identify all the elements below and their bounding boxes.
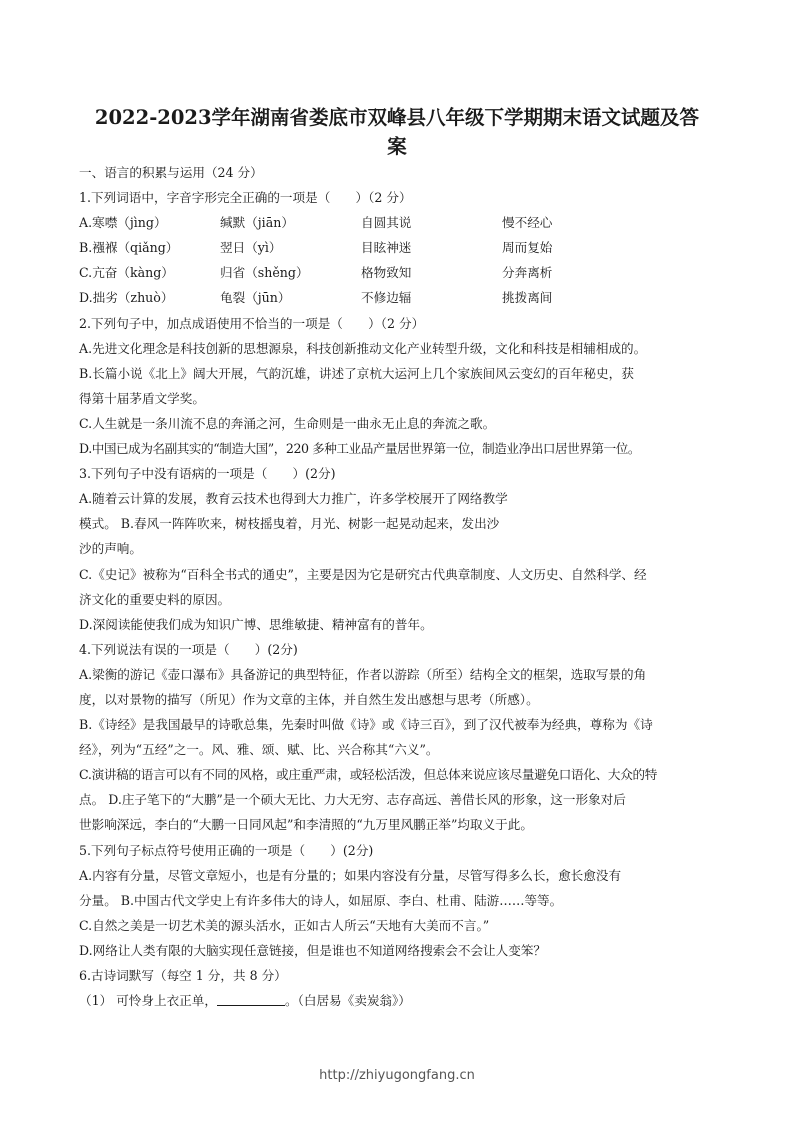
question-3-option-c-cont: 济文化的重要史料的原因。 xyxy=(79,591,231,607)
option-term: 挑拨离间 xyxy=(502,290,553,306)
question-5-option-a-cont: 分量。 B.中国古代文学史上有许多伟大的诗人，如屈原、李白、杜甫、陆游……等等。 xyxy=(79,892,563,908)
option-term: 慢不经心 xyxy=(502,215,553,231)
question-2-option-b: B.长篇小说《北上》阔大开展，气韵沉雄，讲述了京杭大运河上几个家族间风云变幻的百年秘史，获 xyxy=(79,365,634,381)
option-term: C.亢奋（kàng） xyxy=(79,265,174,281)
question-3-option-c: C.《史记》被称为“百科全书式的通史”，主要是因为它是研究古代典章制度、人文历史、自然科学、经 xyxy=(79,566,647,582)
question-4-stem: 4.下列说法有误的一项是（ ）(2分) xyxy=(79,641,298,657)
question-2-stem: 2.下列句子中，加点成语使用不恰当的一项是（ ）（2 分） xyxy=(79,315,425,331)
option-term: 自圆其说 xyxy=(361,215,412,231)
title-line-2: 案 xyxy=(387,135,407,158)
question-4-option-d: 点。 D.庄子笔下的“大鹏”是一个硕大无比、力大无穷、志存高远、善借长风的形象，这一形象对后 xyxy=(79,792,626,808)
option-term: 归省（shěng） xyxy=(220,265,309,281)
option-term: 分奔离析 xyxy=(502,265,553,281)
question-2-option-d: D.中国已成为名副其实的“制造大国”，220 多种工业品产量居世界第一位，制造业净出口居世界第一位。 xyxy=(79,441,641,457)
question-5-option-a: A.内容有分量，尽管文章短小，也是有分量的；如果内容没有分量，尽管写得多么长，愈长愈没有 xyxy=(79,867,622,883)
question-1-option-d xyxy=(79,285,719,310)
question-1-option-a xyxy=(79,210,719,235)
question-6-stem: 6.古诗词默写（每空 1 分，共 8 分） xyxy=(79,968,287,983)
question-4-option-b: B.《诗经》是我国最早的诗歌总集，先秦时叫做《诗》或《诗三百》，到了汉代被奉为经典，尊称为《诗 xyxy=(79,717,653,733)
option-term: 格物致知 xyxy=(361,265,412,281)
option-term: 不修边辐 xyxy=(361,290,412,306)
option-term: 龟裂（jūn） xyxy=(220,290,291,306)
question-3-stem: 3.下列句子中没有语病的一项是（ ）(2分) xyxy=(79,466,336,482)
option-term: D.拙劣（zhuò） xyxy=(79,290,174,306)
question-4-option-b-cont: 经》，列为“五经”之一。风、雅、颂、赋、比、兴合称其“六义”。 xyxy=(79,742,439,758)
option-term: 周而复始 xyxy=(502,240,553,256)
question-1-option-b xyxy=(79,235,719,260)
question-3-option-a: A.随着云计算的发展，教育云技术也得到大力推广，许多学校展开了网络教学 xyxy=(79,491,508,507)
title-line-1: 2022-2023学年湖南省娄底市双峰县八年级下学期期末语文试题及答 xyxy=(94,106,700,129)
question-5-option-d: D.网络让人类有限的大脑实现任意链接，但是谁也不知道网络搜索会不会让人变笨？ xyxy=(79,942,547,958)
item-1-suffix: 。（白居易《卖炭翁》） xyxy=(284,993,411,1009)
question-3-option-b-cont: 沙的声响。 xyxy=(79,541,142,557)
option-term: B.襁褓（qiǎng） xyxy=(79,240,179,256)
option-term: 翌日（yì） xyxy=(220,240,282,256)
question-4-option-a-cont: 度，以对景物的描写（所见）作为文章的主体，并自然生发出感想与思考（所感）。 xyxy=(79,691,539,707)
question-2-option-b-cont: 得第十届茅盾文学奖。 xyxy=(79,390,205,406)
question-2-option-c: C.人生就是一条川流不息的奔涌之河，生命则是一曲永无止息的奔流之歌。 xyxy=(79,415,496,431)
option-term: A.寒噤（jìng） xyxy=(79,215,167,231)
section-heading: 一、语言的积累与运用（24 分） xyxy=(79,165,263,180)
question-4-option-d-cont: 世影响深远，李白的“大鹏一日同风起”和李清照的“九万里风鹏正举”均取义于此。 xyxy=(79,817,533,833)
question-3-option-a-cont: 模式。 B.春风一阵阵吹来，树枝摇曳着，月光、树影一起晃动起来，发出沙 xyxy=(79,516,500,532)
question-3-option-d: D.深阅读能使我们成为知识广博、思维敏捷、精神富有的普年。 xyxy=(79,616,433,632)
question-4-option-c: C.演讲稿的语言可以有不同的风格，或庄重严肃，或轻松活泼，但总体来说应该尽量避免口语化、大众的特 xyxy=(79,767,658,783)
footer-url: http://zhiyugongfang.cn xyxy=(319,1068,475,1083)
exam-content xyxy=(79,160,719,1013)
question-1-option-c xyxy=(79,260,719,285)
document-title xyxy=(80,103,714,161)
question-4-option-a: A.梁衡的游记《壶口瀑布》具备游记的典型特征，作者以游踪（所至）结构全文的框架，选取写景的角 xyxy=(79,666,647,682)
question-5-option-c: C.自然之美是一切艺术美的源头活水，正如古人所云“天地有大美而不言。” xyxy=(79,917,490,933)
question-2-option-a: A.先进文化理念是科技创新的思想源泉，科技创新推动文化产业转型升级，文化和科技是相辅相成的。 xyxy=(79,340,647,356)
question-6-item-1 xyxy=(79,988,719,1013)
option-term: 缄默（jiān） xyxy=(220,215,294,231)
answer-blank[interactable] xyxy=(217,991,285,1006)
question-5-stem: 5.下列句子标点符号使用正确的一项是（ ）(2分) xyxy=(79,842,374,858)
question-1-stem: 1.下列词语中，字音字形完全正确的一项是（ ）（2 分） xyxy=(79,190,412,206)
option-term: 目眩神迷 xyxy=(361,240,412,256)
item-1-prefix: （1） 可怜身上衣正单， xyxy=(79,993,217,1009)
